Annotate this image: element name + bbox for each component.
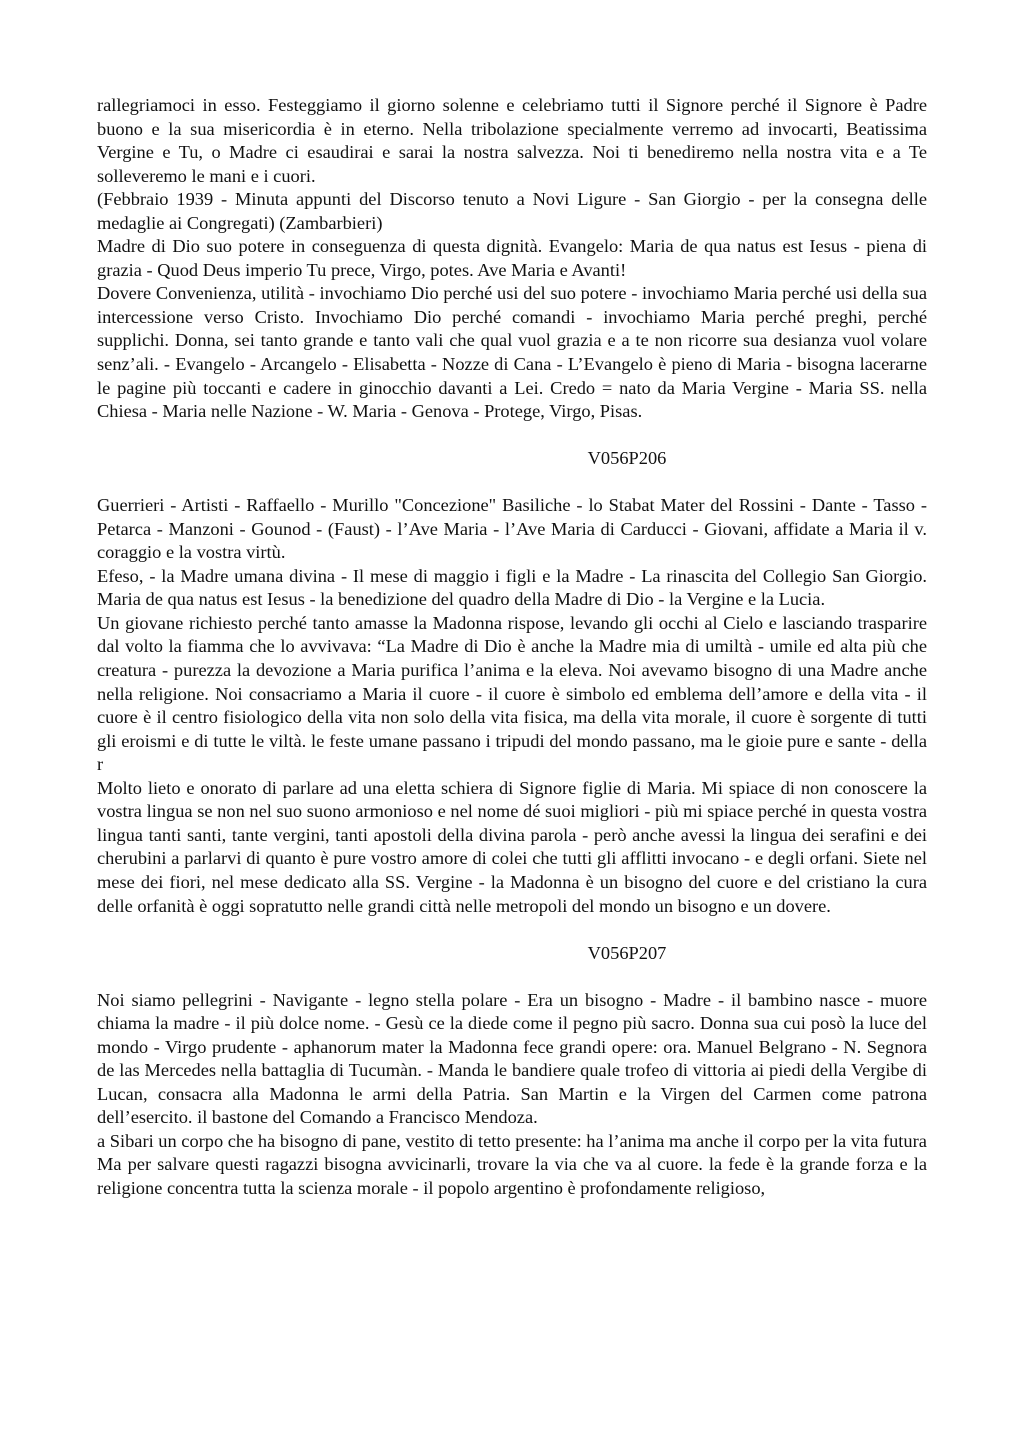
page-marker: V056P206: [587, 448, 667, 469]
paragraph: Molto lieto e onorato di parlare ad una eletta schiera di Signore figlie di Maria. Mi spiace di non conoscere la vostra lingua se non nel suo suono armonioso e nel nome dé suoi migliori - più mi spiace perché in questa vostra lingua tanti santi, tante vergini, tanti apostoli della divina parola - però anche avessi la lingua dei serafini e dei cherubini a parlarvi di quanto è pure vostro amore di colei che tutti gli afflitti invocano - e degli orfani. Siete nel mese dei fiori, nel mese dedicato alla SS. Vergine - la Madonna è un bisogno del cuore e del cristiano la cura delle orfanità è oggi sopratutto nelle grandi città nelle metropoli del mondo un bisogno e un dovere.: [97, 777, 927, 916]
paragraph: Madre di Dio suo potere in conseguenza di questa dignità. Evangelo: Maria de qua natus est Iesus - piena di grazia - Quod Deus imperio Tu prece, Virgo, potes. Ave Maria e Avanti!: [97, 236, 927, 280]
paragraph: (Febbraio 1939 - Minuta appunti del Discorso tenuto a Novi Ligure - San Giorgio - per la consegna delle medaglie ai Congregati) (Zambarbieri): [97, 189, 927, 233]
paragraph: Efeso, - la Madre umana divina - Il mese di maggio i figli e la Madre - La rinascita del Collegio San Giorgio. Maria de qua natus est Iesus - la benedizione del quadro della Madre di Dio - la Vergine e la Lucia.: [97, 565, 927, 610]
paragraph: Ma per salvare questi ragazzi bisogna avvicinarli, trovare la via che va al cuore. la fede è la grande forza e la religione concentra tutta la scienza morale - il popolo argentino è profondamente religioso,: [97, 1154, 927, 1198]
paragraph: Guerrieri - Artisti - Raffaello - Murillo "Concezione" Basiliche - lo Stabat Mater del Rossini - Dante - Tasso - Petarca - Manzoni - Gounod - (Faust) - l’Ave Maria - l’Ave Maria di Carducci - Giovani, affidate a Maria il v. coraggio e la vostra virtù.: [97, 495, 927, 563]
paragraph: Noi siamo pellegrini - Navigante - legno stella polare - Era un bisogno - Madre - il bambino nasce - muore chiama la madre - il più dolce nome. - Gesù ce la diede come il pegno più sacro. Donna sua cui posò la luce del mondo - Virgo prudente - aphanorum mater la Madonna fece grandi opere: ora. Manuel Belgrano - N. Segnora de las Mercedes nella battaglia di Tucumàn. - Manda le bandiere quale trofeo di vittoria ai piedi della Vergibe di Lucan, consacra alla Madonna le armi della Patria. San Martin e la Virgen del Carmen come patrona dell’esercito. il bastone del Comando a Francisco Mendoza.: [97, 989, 927, 1128]
paragraph: a Sibari un corpo che ha bisogno di pane, vestito di tetto presente: ha l’anima ma anche il corpo per la vita futura: [97, 1130, 927, 1151]
paragraph: rallegriamoci in esso. Festeggiamo il giorno solenne e celebriamo tutti il Signore perché il Signore è Padre buono e la sua misericordia è in eterno. Nella tribolazione specialmente verremo ad invocarti, Beatissima Vergine e Tu, o Madre ci esaudirai e sarai la nostra salvezza. Noi ti benediremo nella nostra vita e a Te solleveremo le mani e i cuori.: [97, 95, 927, 186]
paragraph: Dovere Convenienza, utilità - invochiamo Dio perché usi del suo potere - invochiamo Maria perché usi della sua intercessione verso Cristo. Invochiamo Dio perché comandi - invochiamo Maria perché preghi, perché supplichi. Donna, sei tanto grande e tanto vali che qual vuol grazia e a te non ricorre sua desianza vuol volare senz’ali. - Evangelo - Arcangelo - Elisabetta - Nozze di Cana - L’Evangelo è pieno di Maria - bisogna lacerarne le pagine più toccanti e cadere in ginocchio davanti a Lei. Credo = nato da Maria Vergine - Maria SS. nella Chiesa - Maria nelle Nazione - W. Maria - Genova - Protege, Virgo, Pisas.: [97, 283, 927, 422]
document-page: [97, 94, 927, 1201]
paragraph: Un giovane richiesto perché tanto amasse la Madonna rispose, levando gli occhi al Cielo e lasciando trasparire dal volto la fiamma che lo avvivava: “La Madre di Dio è anche la Madre mia di umiltà - umile ed alta più che creatura - purezza la devozione a Maria purifica l’anima e la eleva. Noi avevamo bisogno di una Madre anche nella religione. Noi consacriamo a Maria il cuore - il cuore è simbolo ed emblema dell’amore e della vita - il cuore è il centro fisiologico della vita non solo della vita fisica, ma della vita morale, il cuore è sorgente di tutti gli eroismi e di tutte le viltà. le feste umane passano i tripudi del mondo passano, ma le gioie pure e sante - della r: [97, 612, 927, 775]
page-marker: V056P207: [587, 942, 667, 963]
